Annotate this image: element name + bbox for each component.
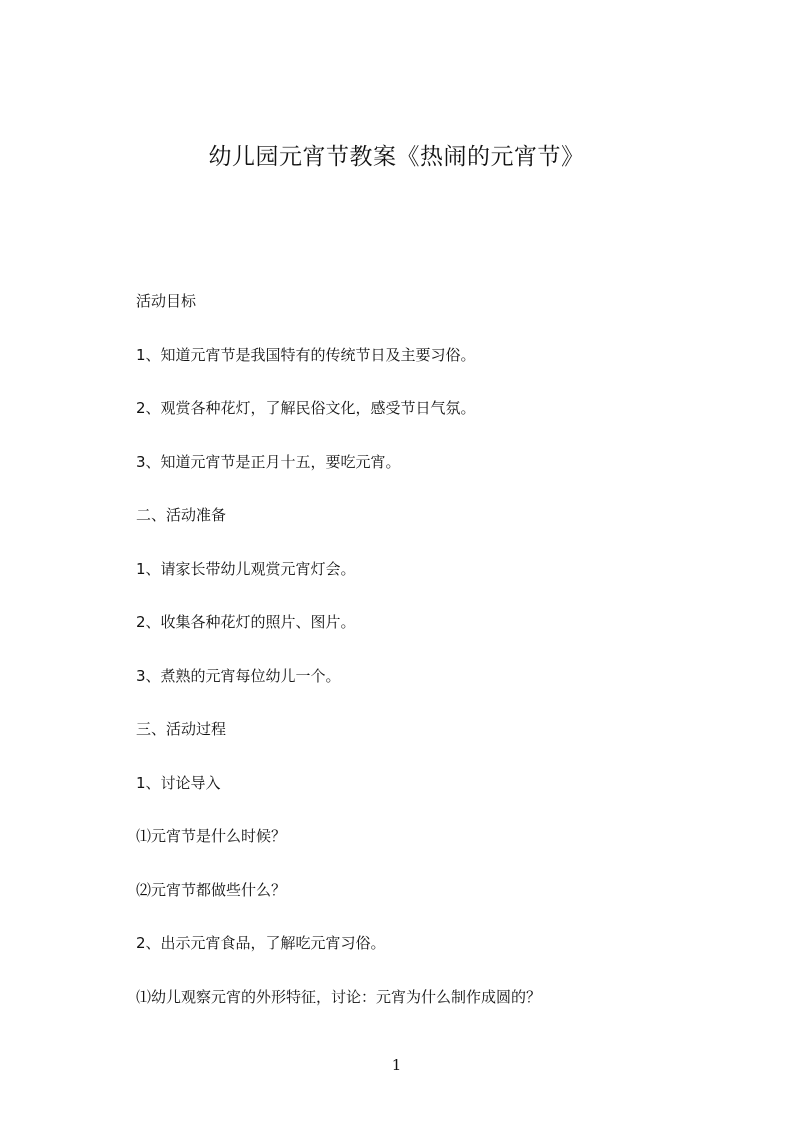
section-heading-activity-process: 三、活动过程: [136, 720, 227, 738]
document-title: 幼儿园元宵节教案《热闹的元宵节》: [208, 144, 585, 170]
page-number: 1: [391, 1056, 402, 1074]
paragraph-line: 1、讨论导入: [136, 773, 221, 792]
paragraph-line: 1、请家长带幼儿观赏元宵灯会。: [136, 559, 356, 578]
paragraph-line: ⑴元宵节是什么时候？: [136, 827, 287, 845]
paragraph-line: 3、知道元宵节是正月十五，要吃元宵。: [136, 452, 401, 471]
section-heading-activity-goals: 活动目标: [136, 292, 197, 310]
paragraph-line: 3、煮熟的元宵每位幼儿一个。: [136, 666, 341, 685]
section-heading-activity-preparation: 二、活动准备: [136, 506, 227, 524]
document-body: [136, 288, 696, 1037]
paragraph-line: ⑴幼儿观察元宵的外形特征，讨论：元宵为什么制作成圆的？: [136, 987, 542, 1006]
paragraph-line: 2、观赏各种花灯，了解民俗文化，感受节日气氛。: [136, 399, 476, 417]
paragraph-line: 2、出示元宵食品，了解吃元宵习俗。: [136, 934, 386, 952]
paragraph-line: ⑵元宵节都做些什么？: [136, 880, 287, 899]
paragraph-line: 2、收集各种花灯的照片、图片。: [136, 613, 356, 631]
paragraph-line: 1、知道元宵节是我国特有的传统节日及主要习俗。: [136, 345, 476, 364]
